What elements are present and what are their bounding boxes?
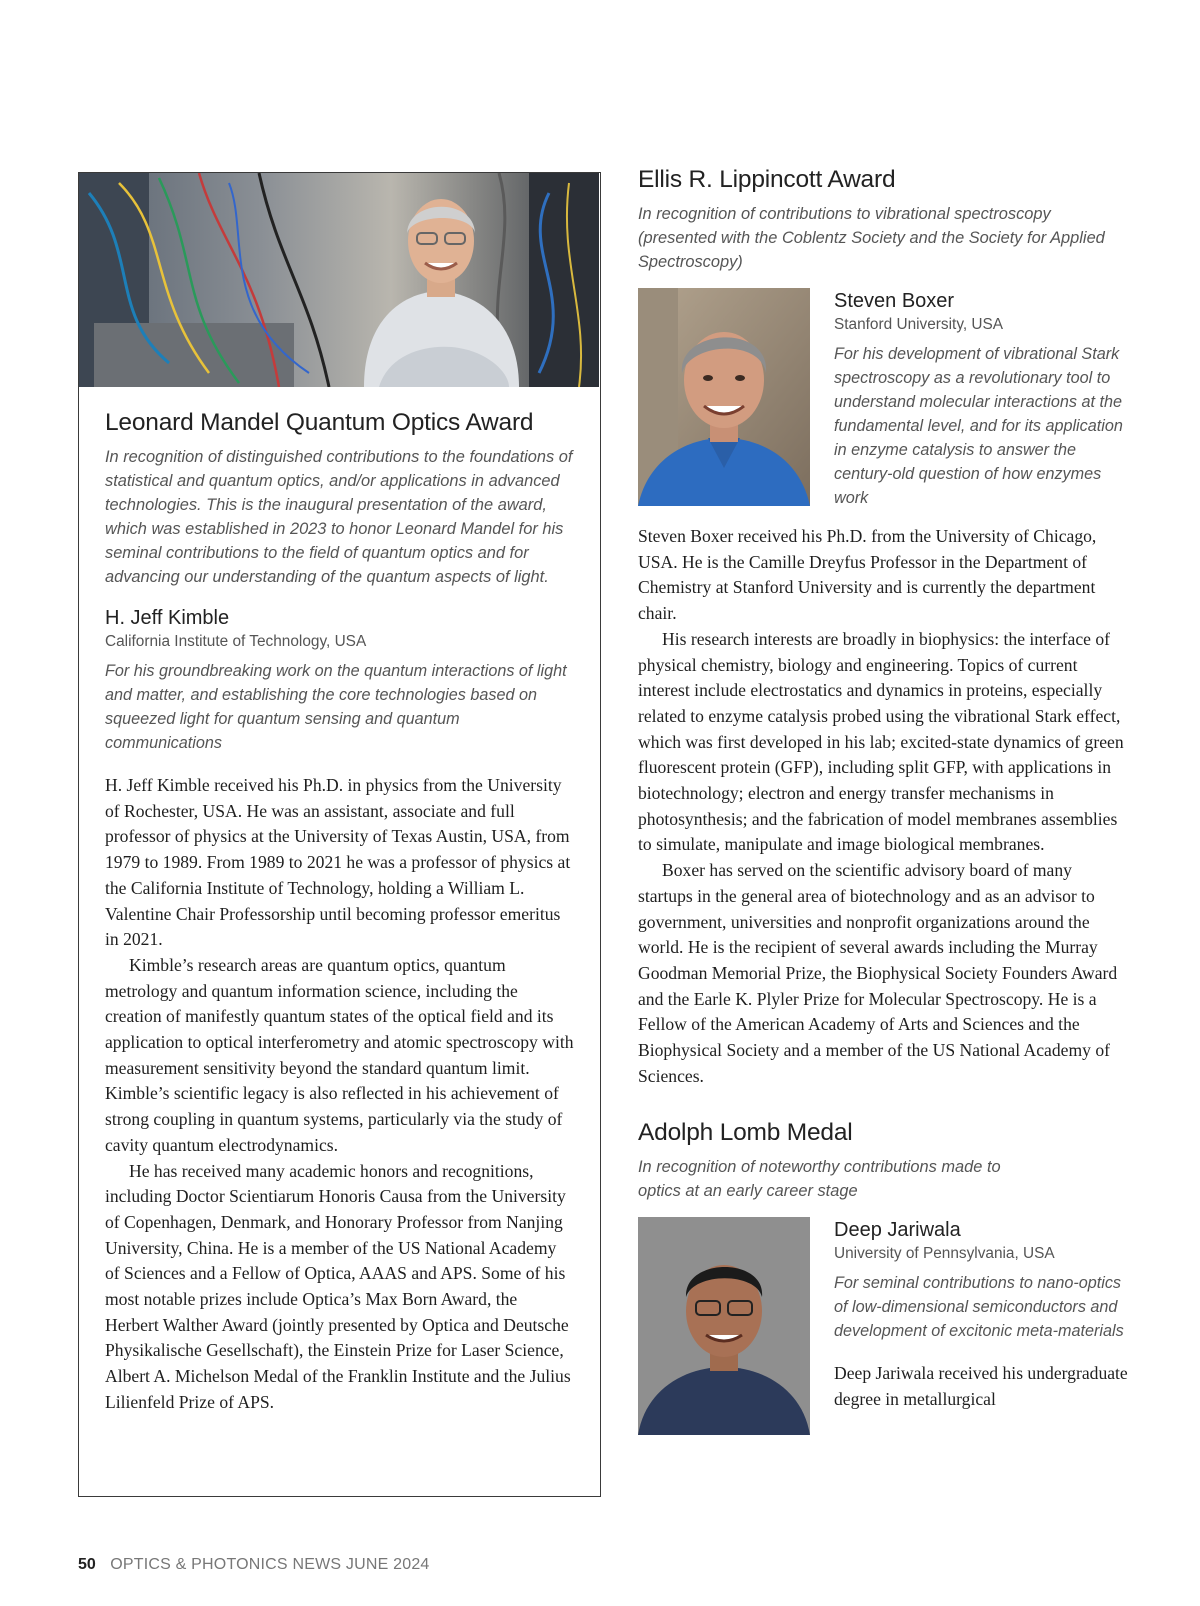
- jariwala-affiliation: University of Pennsylvania, USA: [834, 1245, 1055, 1263]
- mandel-award-description: In recognition of distinguished contributions to the foundations of statistical and quantum optics, and/or applications in advanced technologies. This is the inaugural presentation of the award, which was established in 2023 to honor Leonard Mandel for his seminal contributions to the field of quantum optics and for advancing our understanding of the quantum aspects of light.: [105, 448, 573, 586]
- kimble-bio-paragraph: H. Jeff Kimble received his Ph.D. in physics from the University of Rochester, USA. He was an assistant, associate and full professor of physics at the University of Texas Austin, USA, from 1979 to 1989. From 1989 to 2021 he was a professor of physics at the California Institute of Technology, holding a William L. Valentine Chair Professorship until becoming professor emeritus in 2021.: [105, 775, 571, 950]
- jariwala-portrait-photo: [638, 1217, 810, 1435]
- boxer-bio-paragraph: Steven Boxer received his Ph.D. from the University of Chicago, USA. He is the Camille Dreyfus Professor in the Department of Chemistry at Stanford University and is currently the department chair.: [638, 526, 1097, 624]
- page-footer: [78, 1556, 430, 1574]
- jariwala-info: [834, 1217, 1128, 1412]
- boxer-bio-paragraph: His research interests are broadly in biophysics: the interface of physical chemistry, biology and engineering. Topics of current interest include electrostatics and dynamics in proteins, especially related to enzyme catalysis probed using the vibrational Stark effect, which was first developed in his lab; excited-state dynamics of green fluorescent protein (GFP), including split GFP, with applications in biotechnology; electron and energy transfer mechanisms in photosynthesis; and the fabrication of model membranes assemblies to simulate, manipulate and image biological membranes.: [638, 628, 1124, 855]
- kimble-citation: For his groundbreaking work on the quantum interactions of light and matter, and establishing the core technologies based on squeezed light for quantum sensing and quantum communications: [105, 662, 567, 752]
- kimble-affiliation: California Institute of Technology, USA: [105, 633, 367, 650]
- jariwala-name: Deep Jariwala: [834, 1219, 961, 1242]
- boxer-citation: For his development of vibrational Stark spectroscopy as a revolutionary tool to understand molecular interactions at the fundamental level, and for its application in enzyme catalysis to answer the century-old question of how enzymes work: [834, 345, 1123, 507]
- publication-name: OPTICS & PHOTONICS NEWS JUNE 2024: [110, 1556, 430, 1573]
- kimble-name: H. Jeff Kimble: [105, 607, 230, 629]
- kimble-lab-photo: [79, 173, 599, 387]
- kimble-bio-paragraph: Kimble’s research areas are quantum optics, quantum metrology and quantum information science, including the creation of manifestly quantum states of the optical field and its application to optical interferometry and atomic spectroscopy with measurement sensitivity beyond the standard quantum limit. Kimble’s scientific legacy is also reflected in his achievement of strong coupling in quantum systems, particularly via the study of cavity quantum electrodynamics.: [105, 954, 574, 1155]
- mandel-award-title: Leonard Mandel Quantum Optics Award: [105, 409, 534, 436]
- boxer-bio: [638, 524, 1128, 1089]
- jariwala-profile: [638, 1217, 1128, 1435]
- boxer-info: [834, 288, 1128, 510]
- right-column: [638, 166, 1128, 1435]
- jariwala-bio: [834, 1361, 1128, 1412]
- kimble-bio-paragraph: He has received many academic honors and recognitions, including Doctor Scientiarum Honoris Causa from the University of Copenhagen, Denmark, and Honorary Professor from Nanjing University, China. He is a member of the US National Academy of Sciences and a Fellow of Optica, AAAS and APS. Some of his most notable prizes include Optica’s Max Born Award, the Herbert Walther Award (jointly presented by Optica and Deutsche Physikalische Gesellschaft), the Einstein Prize for Laser Science, Albert A. Michelson Medal of the Franklin Institute and the Julius Lilienfeld Prize of APS.: [105, 1160, 571, 1412]
- boxer-bio-paragraph: Boxer has served on the scientific advisory board of many startups in the general area of biotechnology and as an advisor to government, universities and nonprofit organizations around the world. He is the recipient of several awards including the Murray Goodman Memorial Prize, the Biophysical Society Founders Award and the Earle K. Plyler Prize for Molecular Spectroscopy. He is a Fellow of the American Academy of Arts and Sciences and the Biophysical Society and a member of the US National Academy of Sciences.: [638, 860, 1118, 1086]
- mandel-award-box: [78, 172, 601, 1497]
- boxer-name: Steven Boxer: [834, 290, 955, 312]
- lippincott-award-description: In recognition of contributions to vibrational spectroscopy (presented with the Coblentz Society and the Society for Applied Spectroscopy): [638, 205, 1105, 271]
- mandel-award-content: [105, 409, 575, 1416]
- boxer-portrait-photo: [638, 288, 810, 506]
- boxer-profile: [638, 288, 1128, 510]
- jariwala-citation: For seminal contributions to nano-optics of low-dimensional semiconductors and development of excitonic meta-materials: [834, 1274, 1124, 1341]
- lomb-medal-description: In recognition of noteworthy contributions made to optics at an early career stage: [638, 1158, 1001, 1201]
- lippincott-award-title: Ellis R. Lippincott Award: [638, 166, 896, 193]
- lomb-medal-title: Adolph Lomb Medal: [638, 1119, 853, 1147]
- jariwala-bio-start: Deep Jariwala received his undergraduate degree in metallurgical: [834, 1363, 1128, 1410]
- kimble-bio: [105, 773, 575, 1416]
- page-number: 50: [78, 1556, 96, 1573]
- boxer-affiliation: Stanford University, USA: [834, 316, 1004, 333]
